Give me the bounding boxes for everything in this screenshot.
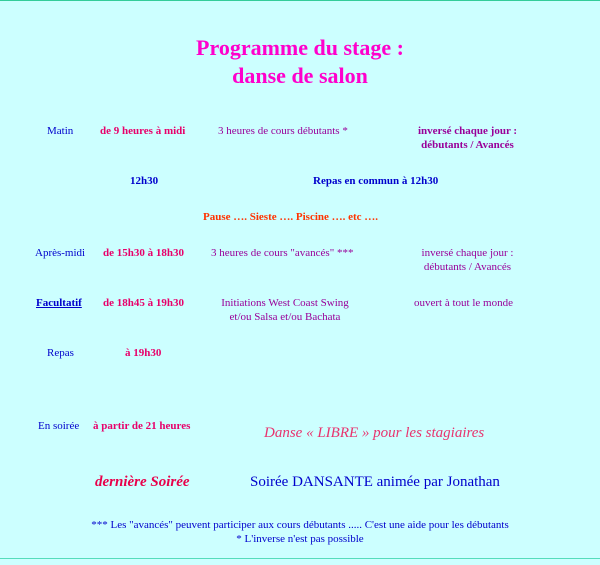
derniere-soiree-desc: Soirée DANSANTE animée par Jonathan — [250, 474, 500, 490]
apres-midi-time: de 15h30 à 18h30 — [103, 247, 184, 259]
footer-line-2: * L'inverse n'est pas possible — [236, 533, 364, 545]
repas-soir-time: à 19h30 — [125, 347, 162, 359]
soiree-time: à partir de 21 heures — [93, 420, 191, 432]
soiree-label: En soirée — [38, 420, 80, 432]
facultatif-label: Facultatif — [36, 297, 82, 309]
bottom-divider — [0, 558, 600, 559]
title-line-1: Programme du stage : — [196, 35, 404, 60]
title-line-2: danse de salon — [232, 63, 368, 88]
matin-desc: 3 heures de cours débutants * — [218, 125, 348, 137]
matin-label: Matin — [47, 125, 74, 137]
page-title — [0, 34, 600, 90]
apres-midi-desc: 3 heures de cours "avancés" *** — [211, 247, 354, 259]
derniere-soiree-label: dernière Soirée — [95, 474, 190, 490]
repas-soir-label: Repas — [47, 347, 74, 359]
apres-midi-note-line-2: débutants / Avancés — [423, 261, 512, 273]
matin-note-line-2: débutants / Avancés — [421, 139, 514, 151]
soiree-desc: Danse « LIBRE » pour les stagiaires — [264, 425, 485, 441]
facultatif-note: ouvert à tout le monde — [414, 297, 513, 309]
matin-note-line-1: inversé chaque jour : — [417, 125, 518, 137]
repas-midi-desc: Repas en commun à 12h30 — [313, 175, 439, 187]
pause-text: Pause …. Sieste …. Piscine …. etc …. — [203, 211, 379, 223]
facultatif-desc-line-2: et/ou Salsa et/ou Bachata — [229, 311, 341, 323]
facultatif-time: de 18h45 à 19h30 — [103, 297, 184, 309]
matin-time: de 9 heures à midi — [100, 125, 186, 137]
apres-midi-label: Après-midi — [35, 247, 86, 259]
repas-midi-time: 12h30 — [130, 175, 159, 187]
apres-midi-note-line-1: inversé chaque jour : — [421, 247, 514, 259]
matin-note — [400, 124, 535, 152]
facultatif-desc-line-1: Initiations West Coast Swing — [221, 297, 349, 309]
facultatif-desc — [205, 296, 365, 324]
apres-midi-note — [400, 246, 535, 274]
footer-line-1: *** Les "avancés" peuvent participer aux cours débutants ..... C'est une aide pour les débutants — [91, 519, 509, 531]
footer-notes — [0, 518, 600, 546]
